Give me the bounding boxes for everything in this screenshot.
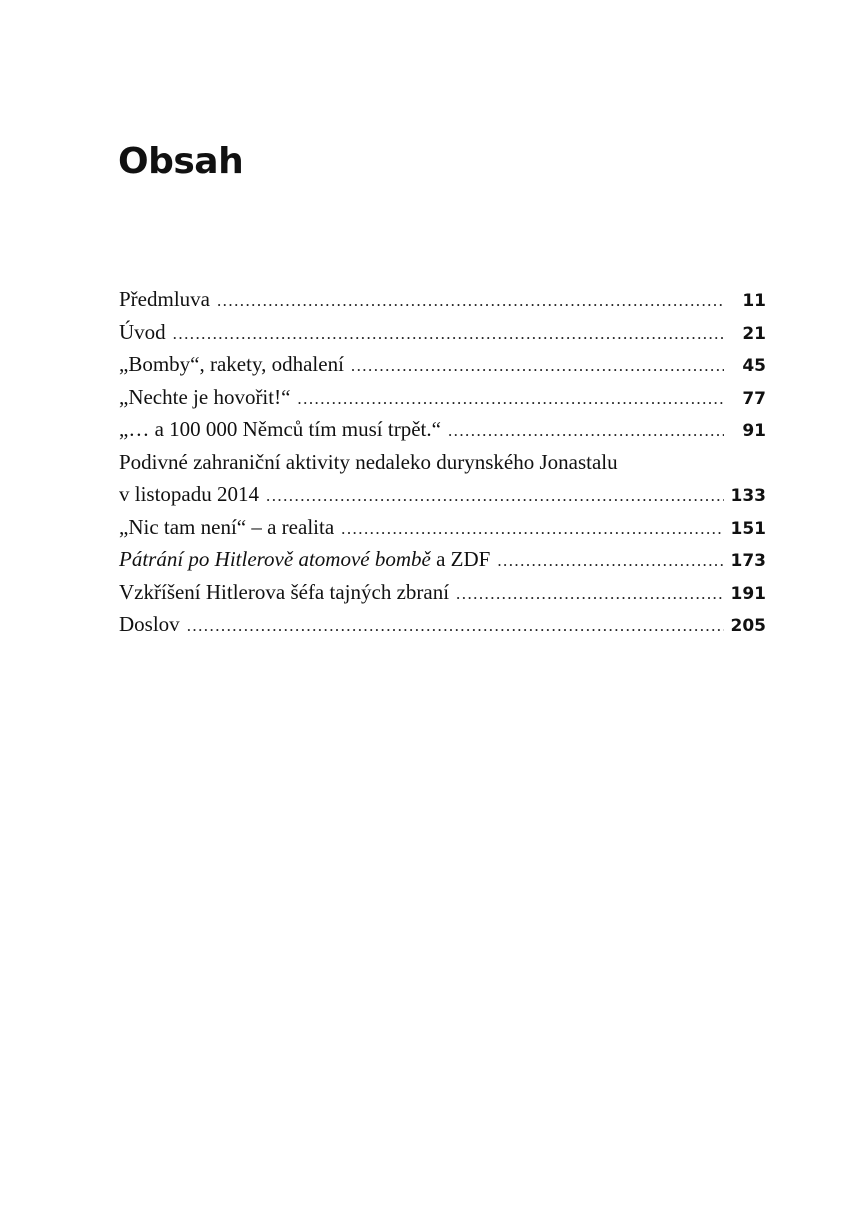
- toc-entry: [119, 608, 766, 641]
- toc-entry-page: 205: [730, 616, 766, 636]
- dot-leader: [217, 285, 724, 318]
- toc-entry-page: 21: [742, 323, 766, 344]
- toc-entry-page: 173: [730, 551, 766, 571]
- toc-entry-page: 191: [730, 583, 766, 604]
- toc-entry-title-italic: Pátrání po Hitlerově atomové bombě: [119, 547, 431, 571]
- dot-leader: [173, 318, 724, 351]
- toc-entry-page: 91: [742, 421, 766, 441]
- dot-leader: [187, 610, 724, 643]
- page-title: Obsah: [118, 141, 244, 182]
- toc-entry-title-first-line: [119, 446, 766, 479]
- toc-entry: [119, 348, 766, 381]
- toc-entry-title: Předmluva: [119, 287, 210, 311]
- dot-leader: [297, 383, 724, 416]
- toc-entry: [119, 576, 766, 609]
- toc-entry-title: Vzkříšení Hitlerova šéfa tajných zbraní: [119, 579, 450, 604]
- toc-entry-title: „Bomby“, rakety, odhalení: [119, 352, 344, 376]
- toc-entry-page: 77: [742, 388, 766, 409]
- toc-entry-title: „Nic tam není“ – a realita: [119, 514, 335, 539]
- dot-leader: [341, 513, 724, 546]
- toc-entry: [119, 413, 766, 446]
- toc-entry: [119, 511, 766, 544]
- toc-entry-title: [119, 543, 490, 576]
- dot-leader: [351, 350, 724, 383]
- toc-entry-title: „… a 100 000 Němců tím musí trpět.“: [119, 417, 441, 441]
- toc-entry: [119, 283, 766, 316]
- toc-entry-page: 133: [730, 486, 766, 506]
- toc-entry-title: Úvod: [119, 319, 166, 344]
- toc-entry: [119, 316, 766, 349]
- dot-leader: [456, 578, 724, 611]
- table-of-contents: [119, 283, 766, 641]
- toc-entry-title: Doslov: [119, 612, 180, 636]
- toc-entry: [119, 381, 766, 414]
- toc-entry-page: 11: [742, 291, 766, 311]
- toc-entry-title-continuation: v listopadu 2014: [119, 482, 259, 506]
- toc-entry-title: „Nechte je hovořit!“: [119, 384, 291, 409]
- toc-entry: [119, 543, 766, 576]
- dot-leader: [448, 415, 724, 448]
- dot-leader: [497, 545, 724, 578]
- toc-entry-page: 45: [742, 356, 766, 376]
- toc-entry: [119, 478, 766, 511]
- toc-entry-page: 151: [730, 518, 766, 539]
- toc-entry-title: Podivné zahraniční aktivity nedaleko durynského Jonastalu: [119, 449, 618, 474]
- toc-entry-title-rest: a ZDF: [430, 547, 491, 571]
- dot-leader: [266, 480, 724, 513]
